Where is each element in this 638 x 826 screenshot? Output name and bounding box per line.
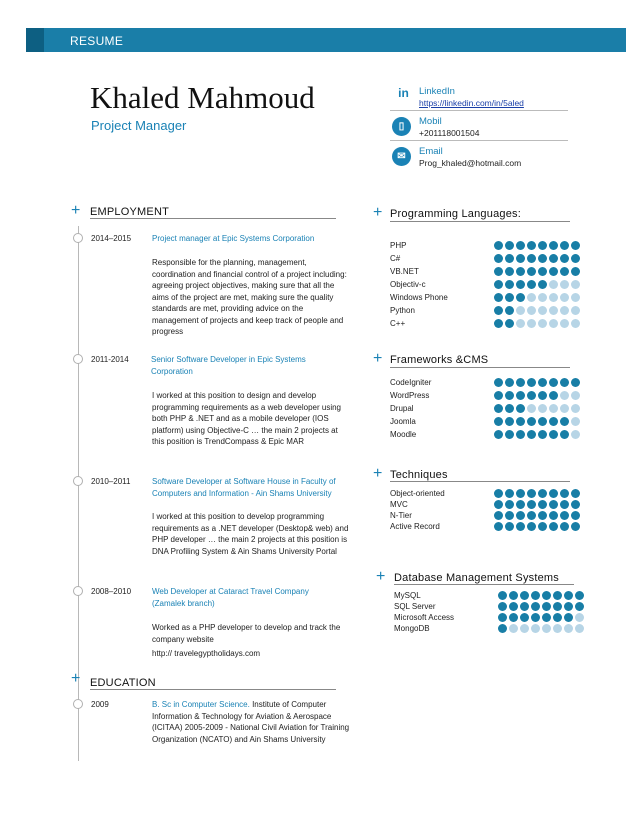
rating-dot-filled <box>531 591 540 600</box>
rating-dot-filled <box>538 430 547 439</box>
skill-name: C# <box>390 254 401 263</box>
job-description: I worked at this position to design and develop programming requirements as a web developer using both PHP & .NET and as a mobile developer (IOS platform) using Objective-C … the main 2 projects at this position is TrendCompass & Epic MAR <box>152 391 341 446</box>
timeline-marker <box>73 586 83 596</box>
rating-dot-filled <box>575 591 584 600</box>
skill-name: SQL Server <box>394 602 436 611</box>
linkedin-label: LinkedIn <box>419 86 455 97</box>
rating-dot-empty <box>571 280 580 289</box>
rating-dot-empty <box>549 319 558 328</box>
rating-dot-empty <box>571 391 580 400</box>
rating-dot-filled <box>560 241 569 250</box>
rating-dot-empty <box>564 624 573 633</box>
rating-dot-filled <box>494 280 503 289</box>
rating-dot-empty <box>527 404 536 413</box>
rating-dot-filled <box>505 241 514 250</box>
rating-dot-filled <box>538 500 547 509</box>
rating-dot-filled <box>527 391 536 400</box>
contact-divider <box>390 110 568 111</box>
section-divider <box>90 689 336 690</box>
rating-dot-filled <box>520 591 529 600</box>
rating-dot-empty <box>538 319 547 328</box>
rating-dot-filled <box>527 254 536 263</box>
rating-dot-empty <box>560 280 569 289</box>
rating-dot-empty <box>571 417 580 426</box>
phone-icon: ▯ <box>392 117 411 136</box>
rating-dot-filled <box>560 254 569 263</box>
skill-rating <box>494 241 580 250</box>
rating-dot-filled <box>505 489 514 498</box>
rating-dot-filled <box>560 417 569 426</box>
skill-rating <box>494 404 580 413</box>
skill-name: Moodle <box>390 430 417 439</box>
skill-rating <box>494 522 580 531</box>
rating-dot-filled <box>520 602 529 611</box>
job-date: 2008–2010 <box>91 587 132 596</box>
rating-dot-filled <box>538 511 547 520</box>
section-title-techniques: Techniques <box>390 469 448 481</box>
rating-dot-filled <box>538 391 547 400</box>
rating-dot-filled <box>549 430 558 439</box>
skill-name: MVC <box>390 500 408 509</box>
rating-dot-filled <box>494 430 503 439</box>
rating-dot-filled <box>505 430 514 439</box>
rating-dot-filled <box>571 267 580 276</box>
section-title-frameworks: Frameworks &CMS <box>390 354 489 366</box>
skill-name: Drupal <box>390 404 414 413</box>
rating-dot-filled <box>516 293 525 302</box>
skill-name: C++ <box>390 319 406 328</box>
rating-dot-filled <box>494 417 503 426</box>
skill-rating <box>494 280 580 289</box>
rating-dot-filled <box>531 602 540 611</box>
email-label: Email <box>419 146 443 157</box>
timeline-marker <box>73 354 83 364</box>
skill-name: N-Tier <box>390 511 412 520</box>
email-icon: ✉ <box>392 147 411 166</box>
rating-dot-filled <box>531 613 540 622</box>
rating-dot-filled <box>549 378 558 387</box>
linkedin-icon: in <box>398 85 409 100</box>
rating-dot-filled <box>494 404 503 413</box>
rating-dot-empty <box>560 391 569 400</box>
rating-dot-filled <box>560 500 569 509</box>
plus-icon: + <box>373 465 383 482</box>
job-description: I worked at this position to develop programming requirements as a .NET developer (Desktop& web) and PHP developer … the main 2 projects at this position is DNA Profiling System & Ain Shams University Portal <box>152 512 349 556</box>
rating-dot-filled <box>505 267 514 276</box>
skill-rating <box>494 430 580 439</box>
rating-dot-empty <box>538 306 547 315</box>
rating-dot-filled <box>516 404 525 413</box>
section-title-programming: Programming Languages: <box>390 208 521 220</box>
rating-dot-empty <box>538 404 547 413</box>
rating-dot-filled <box>505 417 514 426</box>
rating-dot-filled <box>542 591 551 600</box>
rating-dot-filled <box>505 378 514 387</box>
skill-rating <box>494 417 580 426</box>
rating-dot-filled <box>553 602 562 611</box>
rating-dot-filled <box>494 378 503 387</box>
rating-dot-filled <box>494 500 503 509</box>
rating-dot-empty <box>549 306 558 315</box>
rating-dot-filled <box>571 378 580 387</box>
skill-rating <box>494 378 580 387</box>
rating-dot-filled <box>516 489 525 498</box>
candidate-name: Khaled Mahmoud <box>90 80 315 115</box>
rating-dot-filled <box>527 280 536 289</box>
section-divider <box>390 481 570 482</box>
skill-name: MySQL <box>394 591 421 600</box>
skill-rating <box>494 306 580 315</box>
header-bar-accent <box>26 28 44 52</box>
rating-dot-filled <box>505 319 514 328</box>
rating-dot-filled <box>564 591 573 600</box>
rating-dot-filled <box>564 602 573 611</box>
rating-dot-filled <box>571 241 580 250</box>
skill-rating <box>494 293 580 302</box>
rating-dot-filled <box>549 417 558 426</box>
rating-dot-filled <box>542 602 551 611</box>
rating-dot-filled <box>549 391 558 400</box>
section-divider <box>90 218 336 219</box>
skill-rating <box>498 613 584 622</box>
job-title: Software Developer at Software House in Faculty of Computers and Information - Ain Shams University <box>152 477 336 498</box>
rating-dot-filled <box>538 241 547 250</box>
skill-name: Microsoft Access <box>394 613 455 622</box>
job-title: Project manager at Epic Systems Corporation <box>152 234 315 243</box>
job-date: 2010–2011 <box>91 477 131 486</box>
skill-name: WordPress <box>390 391 430 400</box>
rating-dot-filled <box>505 306 514 315</box>
timeline-marker <box>73 699 83 709</box>
rating-dot-filled <box>549 522 558 531</box>
rating-dot-filled <box>516 500 525 509</box>
rating-dot-filled <box>538 522 547 531</box>
timeline-marker <box>73 233 83 243</box>
linkedin-link[interactable]: https://linkedin.com/in/5aled <box>419 98 524 108</box>
rating-dot-filled <box>553 613 562 622</box>
degree-description: Institute of Computer Information & Technology for Aviation & Aerospace (ICITAA) 2005-2009 - National Civil Aviation for Training Organization (NCATO) and Ain Shams University <box>152 700 350 744</box>
rating-dot-filled <box>494 511 503 520</box>
skill-name: Object-oriented <box>390 489 445 498</box>
rating-dot-filled <box>553 591 562 600</box>
rating-dot-empty <box>560 404 569 413</box>
rating-dot-filled <box>498 624 507 633</box>
rating-dot-empty <box>527 306 536 315</box>
rating-dot-filled <box>538 417 547 426</box>
rating-dot-filled <box>560 489 569 498</box>
rating-dot-filled <box>542 613 551 622</box>
skill-rating <box>494 511 580 520</box>
rating-dot-filled <box>527 241 536 250</box>
rating-dot-filled <box>498 613 507 622</box>
rating-dot-empty <box>549 280 558 289</box>
skill-rating <box>494 500 580 509</box>
degree-title: B. Sc in Computer Science. <box>152 700 250 709</box>
skill-name: Windows Phone <box>390 293 448 302</box>
section-title-employment: EMPLOYMENT <box>90 206 170 218</box>
rating-dot-empty <box>571 306 580 315</box>
rating-dot-filled <box>549 511 558 520</box>
rating-dot-filled <box>527 417 536 426</box>
rating-dot-filled <box>560 430 569 439</box>
skill-rating <box>494 391 580 400</box>
rating-dot-filled <box>516 391 525 400</box>
rating-dot-filled <box>509 591 518 600</box>
rating-dot-filled <box>494 254 503 263</box>
rating-dot-empty <box>575 624 584 633</box>
rating-dot-filled <box>527 522 536 531</box>
rating-dot-filled <box>516 522 525 531</box>
rating-dot-empty <box>571 319 580 328</box>
timeline-marker <box>73 476 83 486</box>
skill-name: Python <box>390 306 415 315</box>
rating-dot-filled <box>571 254 580 263</box>
skill-name: Objectiv-c <box>390 280 426 289</box>
rating-dot-empty <box>520 624 529 633</box>
rating-dot-filled <box>560 378 569 387</box>
mobile-value: +201118001504 <box>419 128 480 138</box>
rating-dot-filled <box>527 267 536 276</box>
section-title-databases: Database Management Systems <box>394 572 559 584</box>
rating-dot-filled <box>516 430 525 439</box>
rating-dot-filled <box>516 254 525 263</box>
rating-dot-filled <box>527 489 536 498</box>
rating-dot-filled <box>538 489 547 498</box>
job-description: Worked as a PHP developer to develop and track the company website <box>152 623 341 644</box>
rating-dot-filled <box>516 511 525 520</box>
email-value: Prog_khaled@hotmail.com <box>419 158 522 168</box>
rating-dot-filled <box>560 511 569 520</box>
rating-dot-filled <box>575 602 584 611</box>
rating-dot-filled <box>549 267 558 276</box>
rating-dot-empty <box>560 319 569 328</box>
rating-dot-empty <box>538 293 547 302</box>
rating-dot-filled <box>505 280 514 289</box>
skill-name: Active Record <box>390 522 440 531</box>
rating-dot-filled <box>516 417 525 426</box>
rating-dot-filled <box>564 613 573 622</box>
rating-dot-empty <box>575 613 584 622</box>
rating-dot-filled <box>505 254 514 263</box>
rating-dot-filled <box>571 511 580 520</box>
rating-dot-filled <box>498 602 507 611</box>
rating-dot-empty <box>549 404 558 413</box>
rating-dot-empty <box>571 430 580 439</box>
rating-dot-filled <box>527 378 536 387</box>
rating-dot-filled <box>494 489 503 498</box>
rating-dot-filled <box>505 391 514 400</box>
rating-dot-filled <box>571 500 580 509</box>
rating-dot-filled <box>527 430 536 439</box>
rating-dot-filled <box>509 602 518 611</box>
rating-dot-empty <box>549 293 558 302</box>
rating-dot-filled <box>549 241 558 250</box>
rating-dot-filled <box>549 254 558 263</box>
rating-dot-empty <box>516 306 525 315</box>
rating-dot-filled <box>516 267 525 276</box>
job-website: http:// travelegyptholidays.com <box>152 649 261 658</box>
skill-rating <box>494 319 580 328</box>
section-divider <box>390 367 570 368</box>
rating-dot-empty <box>516 319 525 328</box>
skill-rating <box>494 489 580 498</box>
rating-dot-filled <box>538 267 547 276</box>
rating-dot-filled <box>494 319 503 328</box>
skill-name: Joomla <box>390 417 416 426</box>
plus-icon: + <box>376 568 386 585</box>
rating-dot-filled <box>560 522 569 531</box>
skill-rating <box>498 602 584 611</box>
skill-name: PHP <box>390 241 407 250</box>
rating-dot-filled <box>538 378 547 387</box>
rating-dot-filled <box>494 522 503 531</box>
rating-dot-filled <box>571 489 580 498</box>
plus-icon: + <box>373 350 383 367</box>
rating-dot-filled <box>509 613 518 622</box>
rating-dot-filled <box>494 267 503 276</box>
rating-dot-filled <box>516 378 525 387</box>
rating-dot-filled <box>505 511 514 520</box>
header-bar-label: RESUME <box>70 34 124 48</box>
rating-dot-empty <box>531 624 540 633</box>
rating-dot-filled <box>498 591 507 600</box>
plus-icon: + <box>71 670 81 687</box>
job-title: Web Developer at Cataract Travel Company (Zamalek branch) <box>152 587 309 608</box>
rating-dot-filled <box>516 280 525 289</box>
plus-icon: + <box>373 204 383 221</box>
rating-dot-empty <box>571 404 580 413</box>
rating-dot-filled <box>505 500 514 509</box>
skill-name: MongoDB <box>394 624 430 633</box>
rating-dot-empty <box>560 306 569 315</box>
rating-dot-filled <box>538 254 547 263</box>
rating-dot-filled <box>549 489 558 498</box>
rating-dot-filled <box>538 280 547 289</box>
skill-rating <box>498 624 584 633</box>
rating-dot-empty <box>571 293 580 302</box>
rating-dot-filled <box>527 500 536 509</box>
rating-dot-filled <box>505 404 514 413</box>
rating-dot-filled <box>505 293 514 302</box>
rating-dot-empty <box>527 319 536 328</box>
rating-dot-filled <box>494 293 503 302</box>
rating-dot-filled <box>516 241 525 250</box>
job-date: 2014–2015 <box>91 234 132 243</box>
rating-dot-filled <box>494 306 503 315</box>
rating-dot-filled <box>520 613 529 622</box>
education-entry <box>152 699 352 745</box>
rating-dot-filled <box>571 522 580 531</box>
rating-dot-empty <box>509 624 518 633</box>
skill-rating <box>494 254 580 263</box>
rating-dot-filled <box>549 500 558 509</box>
rating-dot-filled <box>505 522 514 531</box>
rating-dot-filled <box>494 391 503 400</box>
contact-divider <box>390 140 568 141</box>
job-title: Senior Software Developer in Epic Systems Corporation <box>151 355 306 376</box>
rating-dot-filled <box>527 511 536 520</box>
rating-dot-filled <box>494 241 503 250</box>
skill-rating <box>498 591 584 600</box>
rating-dot-empty <box>527 293 536 302</box>
skill-rating <box>494 267 580 276</box>
skill-name: CodeIgniter <box>390 378 432 387</box>
rating-dot-empty <box>542 624 551 633</box>
section-title-education: EDUCATION <box>90 677 156 689</box>
rating-dot-filled <box>560 267 569 276</box>
plus-icon: + <box>71 202 81 219</box>
section-divider <box>394 584 574 585</box>
rating-dot-empty <box>553 624 562 633</box>
candidate-role: Project Manager <box>91 118 187 133</box>
job-description: Responsible for the planning, management, coordination and financial control of a project including: agreeing project objectives, making sure that all the aims of the project are met, making sure the quality standards are met, providing advice on the management of projects and keep track of people and progress <box>152 258 347 336</box>
rating-dot-empty <box>560 293 569 302</box>
skill-name: VB.NET <box>390 267 419 276</box>
section-divider <box>390 221 570 222</box>
job-date: 2011-2014 <box>91 355 129 364</box>
education-date: 2009 <box>91 700 109 709</box>
mobile-label: Mobil <box>419 116 442 127</box>
